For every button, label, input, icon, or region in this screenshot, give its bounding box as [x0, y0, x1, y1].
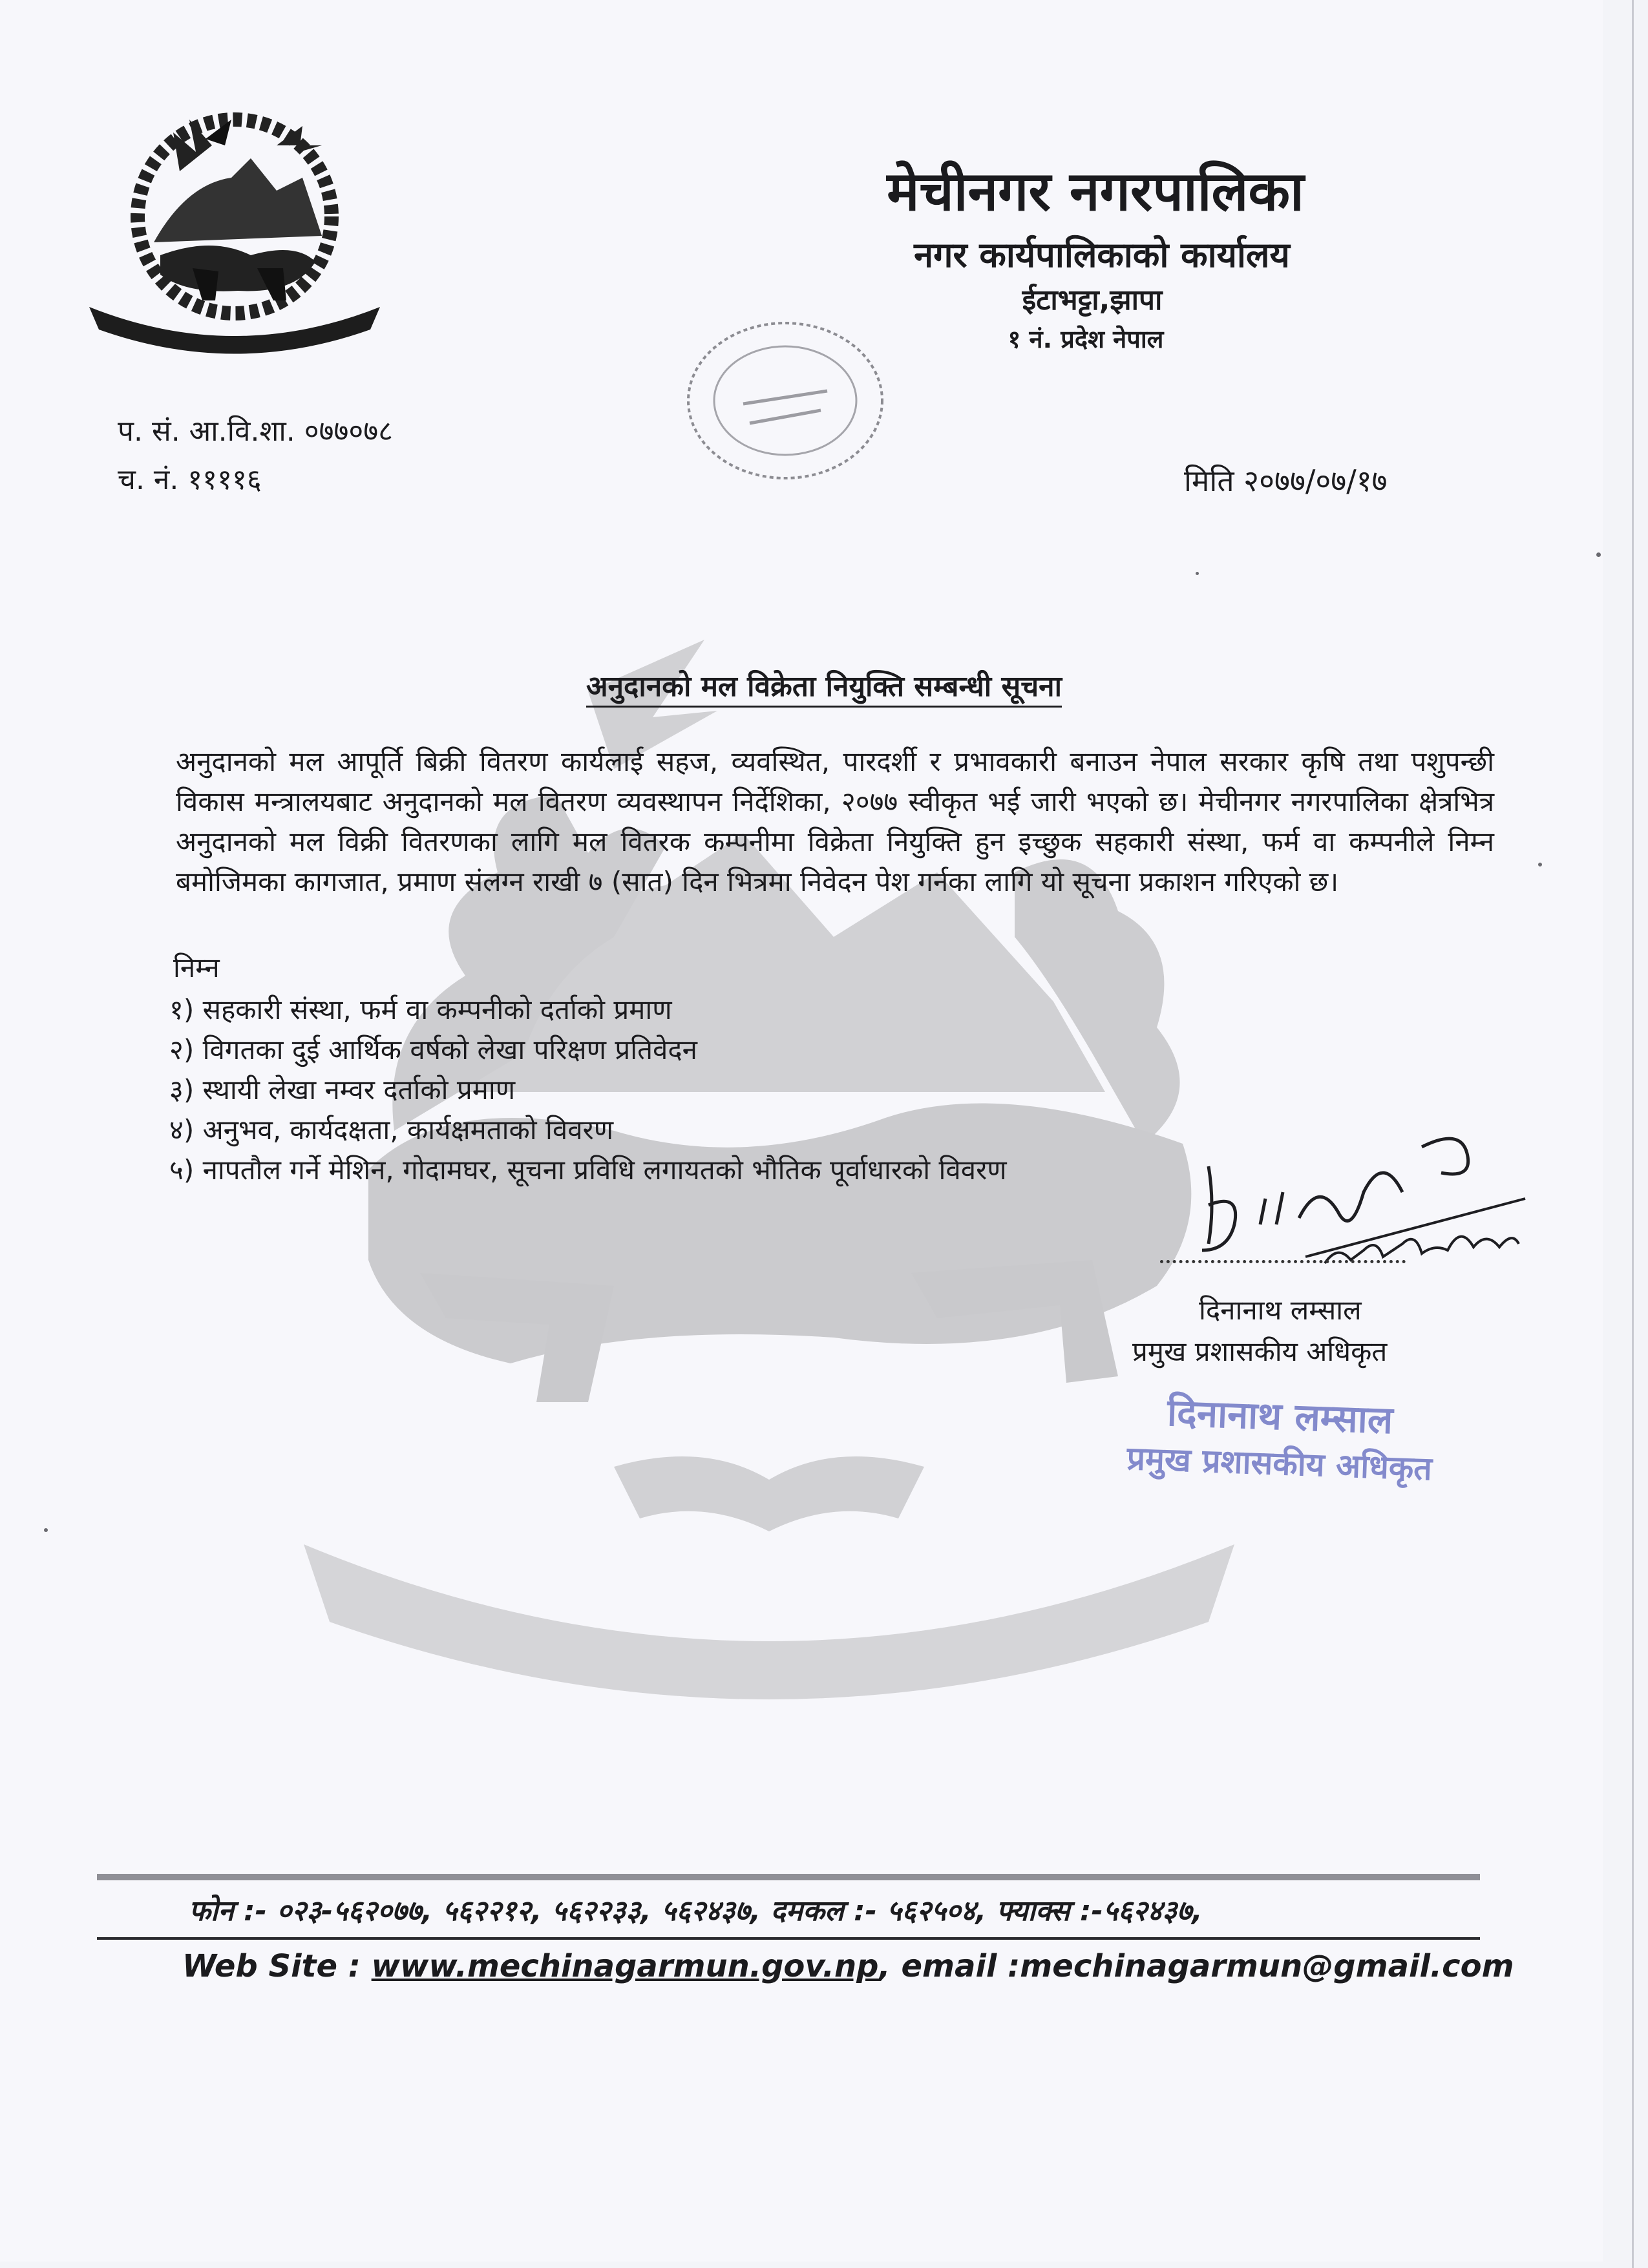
signature-icon — [1189, 1128, 1538, 1315]
scan-speck — [44, 1528, 48, 1532]
footer-divider-bottom — [97, 1937, 1480, 1940]
letter-date: मिति २०७७/०७/१७ — [1184, 463, 1388, 498]
footer-contact-line — [182, 1948, 1514, 1984]
list-item: ३) स्थायी लेखा नम्वर दर्ताको प्रमाण — [169, 1074, 516, 1106]
signatory-stamp — [1126, 1384, 1435, 1489]
list-item: ५) नापतौल गर्ने मेशिन, गोदामघर, सूचना प्रविधि लगायतको भौतिक पूर्वाधारको विवरण — [169, 1154, 1007, 1186]
office-stamp-icon — [672, 307, 898, 494]
web-label: Web Site : — [182, 1948, 372, 1984]
signature-dotted-line — [1160, 1260, 1406, 1263]
scan-speck — [1538, 863, 1542, 866]
signatory-name: दिनानाथ लम्साल — [1199, 1294, 1362, 1326]
website-link[interactable]: www.mechinagarmun.gov.np — [371, 1948, 879, 1984]
email-text: , email :mechinagarmun@gmail.com — [878, 1948, 1514, 1984]
requirements-list — [169, 990, 1007, 1190]
letter-reference-number: प. सं. आ.वि.शा. ०७७०७८ — [118, 415, 394, 448]
list-item: २) विगतका दुई आर्थिक वर्षको लेखा परिक्षण प्रतिवेदन — [169, 1034, 697, 1066]
requirements-heading: निम्न — [173, 952, 220, 983]
footer-divider-top — [97, 1874, 1480, 1880]
list-item: १) सहकारी संस्था, फर्म वा कम्पनीको दर्ताको प्रमाण — [169, 994, 672, 1025]
scan-speck — [1196, 572, 1199, 575]
signatory-title: प्रमुख प्रशासकीय अधिकृत — [1132, 1336, 1388, 1367]
notice-subject-text: अनुदानको मल विक्रेता नियुक्ति सम्बन्धी सूचना — [586, 670, 1062, 708]
list-item: ४) अनुभव, कार्यदक्षता, कार्यक्षमताको विवरण — [169, 1114, 614, 1146]
office-name: नगर कार्यपालिकाको कार्यालय — [914, 235, 1290, 275]
stamp-title: प्रमुख प्रशासकीय अधिकृत — [1126, 1439, 1433, 1488]
notice-subject — [0, 666, 1648, 704]
dispatch-number: च. नं. ११११६ — [118, 463, 262, 496]
stamp-name: दिनानाथ लम्साल — [1167, 1390, 1394, 1443]
scan-speck — [1596, 552, 1601, 557]
office-province: १ नं. प्रदेश नेपाल — [1008, 325, 1164, 353]
footer-phone-line: फोन :- ०२३-५६२०७७, ५६२२१२, ५६२२३३, ५६२४३७, दमकल :- ५६२५०४, फ्याक्स :-५६२४३७, — [189, 1895, 1203, 1927]
office-address: ईटाभट्टा,झापा — [1022, 284, 1163, 317]
notice-body: अनुदानको मल आपूर्ति बिक्री वितरण कार्यलाई सहज, व्यवस्थित, पारदर्शी र प्रभावकारी बनाउन नेपाल सरकार कृषि तथा पशुपन्छी विकास मन्त्रालयबाट अनुदानको मल वितरण व्यवस्थापन निर्देशिका, २०७७ स्वीकृत भई जारी भएको छ। मेचीनगर नगरपालिका क्षेत्रभित्र अनुदानको मल विक्री वितरणका लागि मल वितरक कम्पनीमा विक्रेता नियुक्ति हुन इच्छुक सहकारी संस्था, फर्म वा कम्पनीले निम्न बमोजिमका कागजात, प्रमाण संलग्न राखी ७ (सात) दिन भित्रमा निवेदन पेश गर्नका लागि यो सूचना प्रकाशन गरिएको छ। — [176, 746, 1494, 898]
municipality-name: मेचीनगर नगरपालिका — [887, 160, 1304, 223]
